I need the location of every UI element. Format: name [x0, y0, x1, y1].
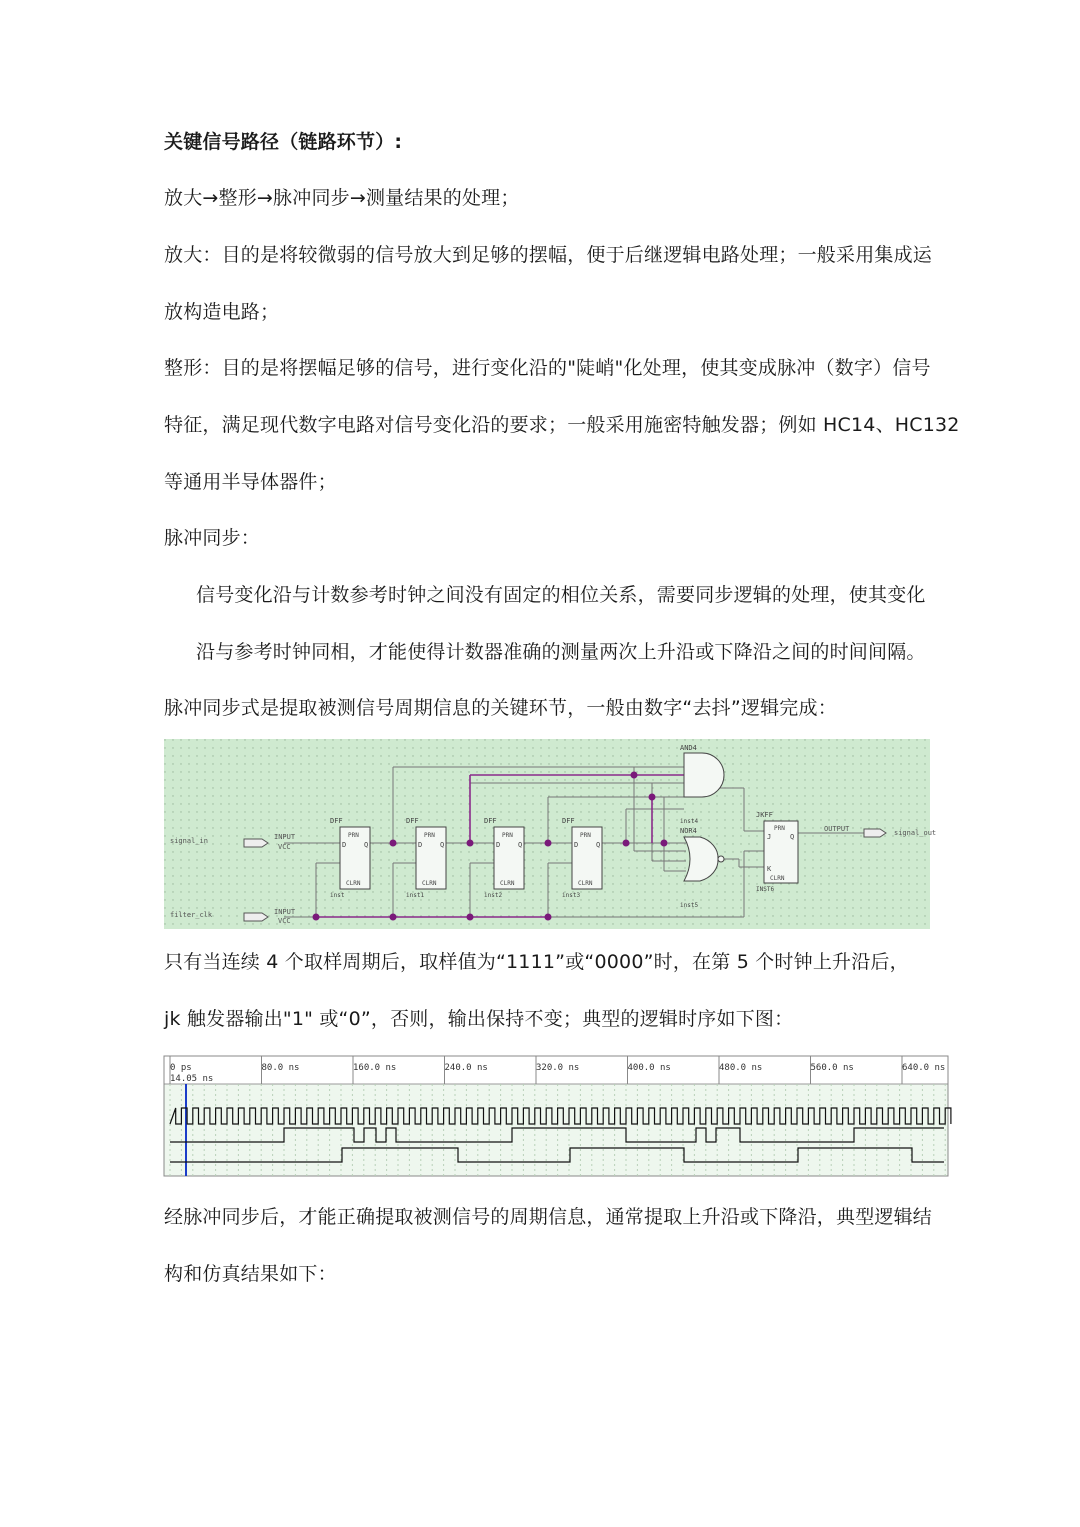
input2-type: INPUT — [274, 908, 296, 916]
svg-text:D: D — [342, 841, 347, 849]
svg-text:NOR4: NOR4 — [680, 827, 697, 835]
svg-text:inst: inst — [330, 892, 345, 899]
svg-text:DFF: DFF — [484, 817, 497, 825]
svg-text:PRN: PRN — [774, 825, 785, 832]
time-tick-label: 560.0 ns — [810, 1063, 854, 1073]
svg-text:inst5: inst5 — [680, 902, 699, 909]
svg-text:CLRN: CLRN — [422, 880, 437, 887]
svg-text:CLRN: CLRN — [500, 880, 515, 887]
output-name: signal_out — [894, 829, 937, 837]
svg-text:PRN: PRN — [580, 832, 591, 839]
paragraph-amplify-2: 放构造电路； — [164, 301, 280, 323]
paragraph-shaping-3: 等通用半导体器件； — [164, 471, 337, 493]
paragraph-result-2: 构和仿真结果如下： — [164, 1263, 337, 1285]
time-tick-label: 0 ps — [170, 1063, 192, 1073]
input2-vcc: VCC — [278, 917, 291, 925]
svg-text:PRN: PRN — [424, 832, 435, 839]
svg-text:CLRN: CLRN — [578, 880, 593, 887]
svg-text:inst3: inst3 — [562, 892, 581, 899]
svg-text:AND4: AND4 — [680, 744, 697, 752]
svg-text:D: D — [496, 841, 501, 849]
svg-text:inst2: inst2 — [484, 892, 503, 899]
paragraph-sync-1: 信号变化沿与计数参考时钟之间没有固定的相位关系，需要同步逻辑的处理，使其变化 — [196, 584, 926, 606]
filter-clk-label: filter_clk — [170, 911, 213, 919]
time-tick-label: 80.0 ns — [261, 1063, 300, 1073]
heading: 关键信号路径（链路环节）: — [164, 131, 403, 153]
time-tick-label: 640.0 ns — [902, 1063, 946, 1073]
paragraph-sync-title: 脉冲同步： — [164, 527, 261, 549]
time-tick-label: 160.0 ns — [353, 1063, 397, 1073]
input1-vcc: VCC — [278, 843, 291, 851]
paragraph-sample-1: 只有当连续 4 个取样周期后，取样值为“1111”或“0000”时，在第 5 个时钟上升沿后， — [164, 951, 909, 973]
svg-text:DFF: DFF — [330, 817, 343, 825]
time-tick-label: 320.0 ns — [536, 1063, 580, 1073]
paragraph-result-1: 经脉冲同步后，才能正确提取被测信号的周期信息，通常提取上升沿或下降沿，典型逻辑结 — [164, 1206, 933, 1228]
svg-text:inst4: inst4 — [680, 818, 699, 825]
paragraph-amplify-1: 放大：目的是将较微弱的信号放大到足够的摆幅，便于后继逻辑电路处理；一般采用集成运 — [164, 244, 933, 266]
time-tick-label: 480.0 ns — [719, 1063, 763, 1073]
svg-text:K: K — [767, 865, 772, 873]
svg-text:inst1: inst1 — [406, 892, 425, 899]
paragraph-sync-2: 沿与参考时钟同相，才能使得计数器准确的测量两次上升沿或下降沿之间的时间间隔。 — [196, 641, 926, 663]
svg-text:PRN: PRN — [348, 832, 359, 839]
paragraph-shaping-1: 整形：目的是将摆幅足够的信号，进行变化沿的"陡峭"化处理，使其变成脉冲（数字）信号 — [164, 357, 931, 379]
cursor-label: 14.05 ns — [170, 1074, 214, 1084]
time-tick-label: 240.0 ns — [444, 1063, 488, 1073]
time-tick-label: 400.0 ns — [627, 1063, 671, 1073]
output-type: OUTPUT — [824, 825, 850, 833]
svg-text:PRN: PRN — [502, 832, 513, 839]
svg-text:CLRN: CLRN — [346, 880, 361, 887]
paragraph-shaping-2: 特征，满足现代数字电路对信号变化沿的要求；一般采用施密特触发器；例如 HC14、HC132 — [164, 414, 960, 436]
paragraph-debounce: 脉冲同步式是提取被测信号周期信息的关键环节，一般由数字“去抖”逻辑完成： — [164, 697, 837, 719]
svg-text:DFF: DFF — [562, 817, 575, 825]
paragraph-signal-chain: 放大→整形→脉冲同步→测量结果的处理； — [164, 187, 520, 209]
svg-text:Q: Q — [364, 841, 369, 849]
paragraph-sample-2: jk 触发器输出"1" 或“0”，否则，输出保持不变；典型的逻辑时序如下图： — [164, 1008, 794, 1030]
svg-text:D: D — [574, 841, 579, 849]
svg-text:JKFF: JKFF — [756, 811, 773, 819]
svg-text:D: D — [418, 841, 423, 849]
svg-text:CLRN: CLRN — [770, 875, 785, 882]
signal-in-label: signal_in — [170, 837, 208, 845]
svg-text:Q: Q — [790, 833, 795, 841]
svg-text:INST6: INST6 — [756, 886, 775, 893]
schematic-figure — [164, 739, 937, 929]
svg-text:Q: Q — [440, 841, 445, 849]
svg-text:J: J — [767, 833, 772, 841]
svg-text:Q: Q — [518, 841, 523, 849]
svg-text:DFF: DFF — [406, 817, 419, 825]
waveform-figure — [164, 1056, 948, 1176]
svg-text:Q: Q — [596, 841, 601, 849]
input1-type: INPUT — [274, 833, 296, 841]
